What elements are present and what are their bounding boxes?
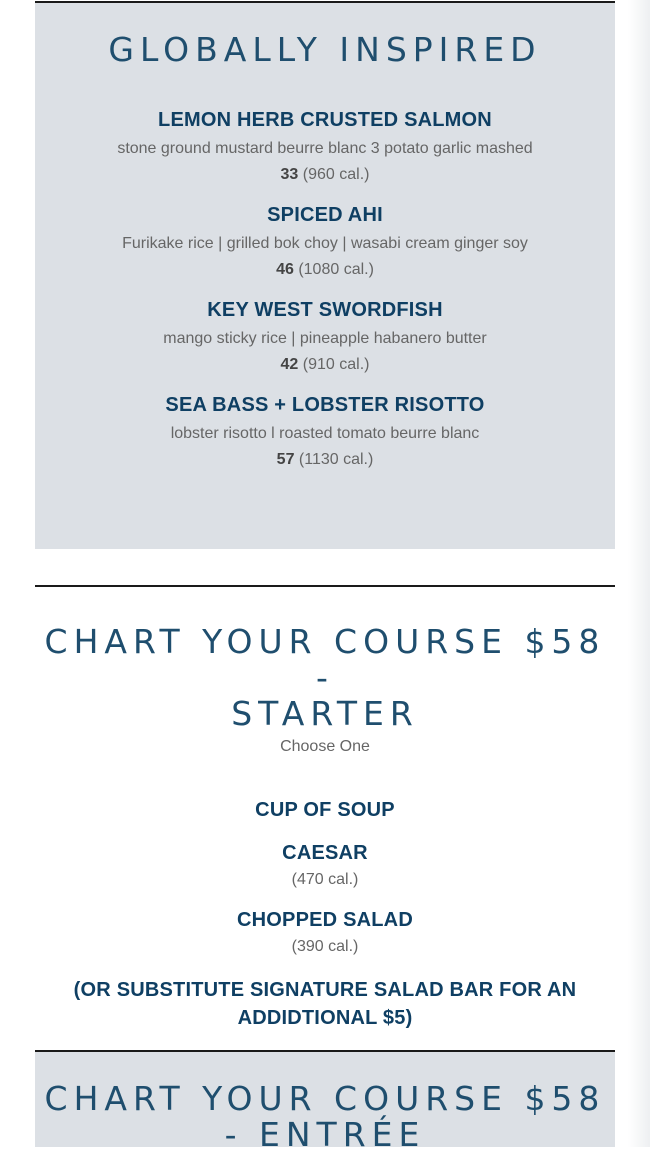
item-name: CUP OF SOUP [255, 799, 395, 821]
item-description: Furikake rice | grilled bok choy | wasabi cream ginger soy [122, 235, 528, 252]
item-price: 33 [280, 166, 299, 183]
section-subtitle: Choose One [280, 738, 370, 755]
title-line: - ENTRÉE [224, 1115, 426, 1154]
menu-item [35, 299, 615, 374]
section-title: GLOBALLY INSPIRED [108, 30, 542, 69]
item-calories: (960 cal.) [302, 166, 370, 183]
title-line: CHART YOUR COURSE $58 [44, 1079, 606, 1118]
note-line: ADDIDTIONAL $5) [237, 1007, 413, 1029]
item-description: stone ground mustard beurre blanc 3 potato garlic mashed [117, 140, 533, 157]
globally-inspired-section [35, 3, 615, 549]
item-name: LEMON HERB CRUSTED SALMON [158, 109, 492, 131]
item-price-line [35, 451, 615, 469]
item-name: CHOPPED SALAD [237, 909, 413, 931]
item-name: SPICED AHI [267, 204, 383, 226]
item-price-line [35, 166, 615, 184]
title-line: STARTER [231, 694, 419, 733]
item-calories: (910 cal.) [302, 356, 370, 373]
item-price: 46 [276, 261, 294, 278]
item-price: 42 [280, 356, 299, 373]
item-name: CAESAR [282, 842, 368, 864]
item-price-line [35, 356, 615, 374]
title-line: CHART YOUR COURSE $58 - [44, 622, 606, 697]
item-price-line [35, 261, 615, 279]
item-name: KEY WEST SWORDFISH [207, 299, 443, 321]
menu-item [35, 909, 615, 956]
substitution-note [35, 976, 615, 1032]
item-price: 57 [276, 451, 295, 468]
item-calories: (470 cal.) [291, 871, 359, 888]
item-calories: (1080 cal.) [298, 261, 374, 278]
menu-item [35, 842, 615, 889]
item-description: lobster risotto l roasted tomato beurre blanc [170, 425, 480, 442]
entree-section [35, 1052, 615, 1154]
item-name: SEA BASS + LOBSTER RISOTTO [165, 394, 485, 416]
page-edge-shadow [628, 0, 650, 1147]
item-calories: (390 cal.) [291, 938, 359, 955]
note-line: (OR SUBSTITUTE SIGNATURE SALAD BAR FOR AN [73, 979, 577, 1001]
starter-section [35, 587, 615, 1050]
menu-item [35, 109, 615, 184]
item-description: mango sticky rice | pineapple habanero butter [163, 330, 487, 347]
menu-item [35, 799, 615, 822]
section-title [35, 624, 615, 732]
menu-item [35, 394, 615, 469]
item-calories: (1130 cal.) [298, 451, 374, 468]
menu-item [35, 204, 615, 279]
section-title [35, 1081, 615, 1153]
